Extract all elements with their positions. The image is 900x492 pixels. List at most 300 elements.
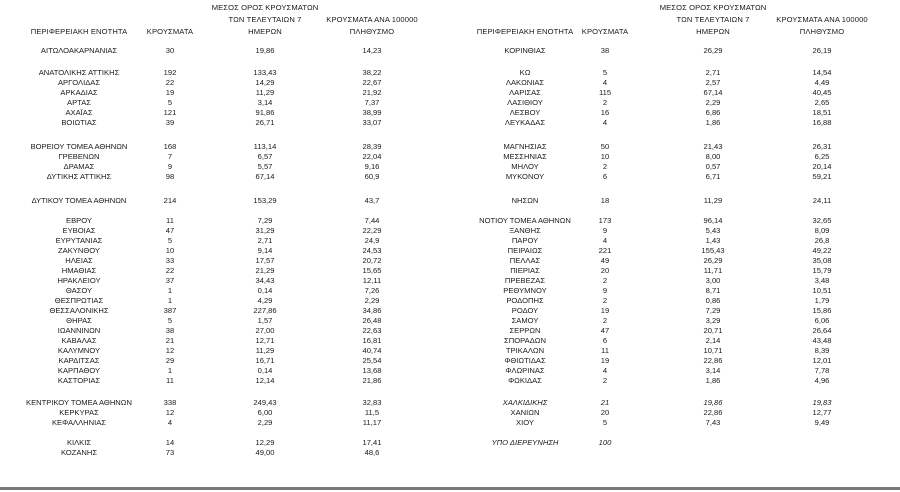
table-row [0,306,450,316]
avg-cell: 6,00 [257,408,273,417]
cases-cell: 387 [163,306,177,315]
region-name: ΛΕΥΚΑΔΑΣ [504,118,546,127]
header-avg-line3: ΗΜΕΡΩΝ [696,27,730,36]
avg-cell: 2,29 [705,98,721,107]
region-name: ΚΟΖΑΝΗΣ [60,448,98,457]
region-name: ΝΟΤΙΟΥ ΤΟΜΕΑ ΑΘΗΝΩΝ [479,216,571,225]
region-name: ΠΙΕΡΙΑΣ [510,266,540,275]
per100k-cell: 7,26 [364,286,380,295]
region-name: ΛΑΣΙΘΙΟΥ [507,98,543,107]
table-row [0,356,450,366]
table-row [450,142,900,152]
avg-cell: 11,29 [703,196,723,205]
per100k-cell: 48,6 [364,448,380,457]
region-name: ΓΡΕΒΕΝΩΝ [58,152,100,161]
cases-cell: 7 [167,152,173,161]
region-name: ΔΥΤΙΚΗΣ ΑΤΤΙΚΗΣ [46,172,112,181]
avg-cell: 22,86 [703,408,723,417]
table-row [450,276,900,286]
cases-cell: 11 [166,216,174,225]
avg-cell: 67,14 [255,172,275,181]
per100k-cell: 12,77 [812,408,832,417]
per100k-cell: 35,08 [812,256,832,265]
avg-cell: 6,57 [257,152,273,161]
table-row [450,408,900,418]
per100k-cell: 8,09 [814,226,830,235]
per100k-cell: 2,29 [364,296,380,305]
avg-cell: 26,71 [255,118,275,127]
per100k-cell: 16,88 [812,118,832,127]
avg-cell: 11,29 [255,88,275,97]
avg-cell: 3,14 [257,98,273,107]
header-avg-line3: ΗΜΕΡΩΝ [248,27,282,36]
header-per100k-line2: ΠΛΗΘΥΣΜΟ [349,27,395,36]
table-row [450,118,900,128]
table-row [450,326,900,336]
per100k-cell: 22,67 [362,78,382,87]
table-row [450,346,900,356]
header-avg-line1: ΜΕΣΟΣ ΟΡΟΣ ΚΡΟΥΣΜΑΤΩΝ [211,3,319,12]
per100k-cell: 20,72 [362,256,382,265]
cases-cell: 14 [165,438,175,447]
header-per100k-line1: ΚΡΟΥΣΜΑΤΑ ΑΝΑ 100000 [326,15,418,24]
header-region: ΠΕΡΙΦΕΡΕΙΑΚΗ ΕΝΟΤΗΤΑ [476,27,574,36]
avg-cell: 26,29 [703,46,723,55]
region-name: ΠΕΙΡΑΙΩΣ [507,246,543,255]
avg-cell: 19,86 [255,46,275,55]
per100k-cell: 15,65 [362,266,382,275]
region-name: ΡΟΔΟΠΗΣ [506,296,544,305]
region-name: ΒΟΙΩΤΙΑΣ [61,118,97,127]
region-name: ΔΡΑΜΑΣ [63,162,95,171]
region-name: ΚΕΝΤΡΙΚΟΥ ΤΟΜΕΑ ΑΘΗΝΩΝ [26,398,132,407]
avg-cell: 10,71 [703,346,723,355]
per100k-cell: 6,06 [814,316,830,325]
table-row [0,276,450,286]
cases-cell: 5 [167,98,173,107]
avg-cell: 0,57 [705,162,721,171]
cases-cell: 21 [165,336,175,345]
header-avg-line1: ΜΕΣΟΣ ΟΡΟΣ ΚΡΟΥΣΜΑΤΩΝ [659,3,767,12]
table-row [0,172,450,182]
avg-cell: 4,29 [257,296,273,305]
cases-cell: 19 [600,356,610,365]
cases-cell: 9 [602,286,608,295]
region-name: ΣΑΜΟΥ [511,316,539,325]
table-row [450,418,900,428]
avg-cell: 7,29 [705,306,721,315]
avg-cell: 1,57 [257,316,273,325]
cases-cell: 1 [167,366,173,375]
table-row [0,118,450,128]
per100k-cell: 25,54 [362,356,382,365]
table-row [0,296,450,306]
region-name: ΚΟΡΙΝΘΙΑΣ [504,46,546,55]
avg-cell: 22,86 [703,356,723,365]
cases-cell: 2 [602,296,608,305]
region-name: ΝΗΣΩΝ [511,196,539,205]
per100k-cell: 15,86 [812,306,832,315]
per100k-cell: 28,39 [362,142,382,151]
table-row [450,152,900,162]
table-row [450,266,900,276]
avg-cell: 20,71 [703,326,723,335]
region-name: ΒΟΡΕΙΟΥ ΤΟΜΕΑ ΑΘΗΝΩΝ [30,142,128,151]
per100k-cell: 59,21 [812,172,832,181]
avg-cell: 96,14 [703,216,723,225]
avg-cell: 11,71 [703,266,723,275]
table-row [0,398,450,408]
region-name: ΚΕΦΑΛΛΗΝΙΑΣ [51,418,107,427]
table-row [450,78,900,88]
cases-cell: 22 [165,78,175,87]
avg-cell: 133,43 [253,68,277,77]
avg-cell: 3,29 [705,316,721,325]
avg-cell: 12,29 [255,438,275,447]
table-row [450,216,900,226]
table-row [450,172,900,182]
table-row [0,162,450,172]
region-name: ΛΑΡΙΣΑΣ [509,88,541,97]
per100k-cell: 19,83 [812,398,832,407]
per100k-cell: 1,79 [814,296,830,305]
cases-cell: 38 [600,46,610,55]
table-row [0,142,450,152]
header-cases: ΚΡΟΥΣΜΑΤΑ [581,27,629,36]
region-name: ΗΡΑΚΛΕΙΟΥ [57,276,101,285]
cases-cell: 21 [600,398,610,407]
avg-cell: 5,43 [705,226,721,235]
region-name: ΛΕΣΒΟΥ [509,108,541,117]
table-row [0,226,450,236]
avg-cell: 0,86 [705,296,721,305]
table-row [450,296,900,306]
table-row [450,438,900,448]
table-row [0,98,450,108]
region-name: ΡΕΘΥΜΝΟΥ [503,286,547,295]
region-name: ΜΗΛΟΥ [511,162,539,171]
cases-cell: 192 [163,68,177,77]
cases-cell: 115 [598,88,612,97]
region-name: ΧΑΛΚΙΔΙΚΗΣ [502,398,548,407]
per100k-cell: 43,7 [364,196,380,205]
table-row [0,366,450,376]
region-name: ΑΧΑΪΑΣ [65,108,93,117]
per100k-cell: 20,14 [812,162,832,171]
cases-cell: 39 [165,118,175,127]
per100k-cell: 7,44 [364,216,380,225]
region-name: ΛΑΚΩΝΙΑΣ [505,78,545,87]
avg-cell: 2,71 [257,236,273,245]
cases-cell: 19 [600,306,610,315]
per100k-cell: 43,48 [812,336,832,345]
cases-cell: 18 [600,196,610,205]
table-row [0,108,450,118]
cases-cell: 6 [602,172,608,181]
avg-cell: 8,00 [705,152,721,161]
region-name: ΣΠΟΡΑΔΩΝ [504,336,546,345]
header-per100k-line1: ΚΡΟΥΣΜΑΤΑ ΑΝΑ 100000 [776,15,868,24]
avg-cell: 2,14 [705,336,721,345]
per100k-cell: 12,01 [812,356,832,365]
per100k-cell: 7,37 [364,98,380,107]
table-row [450,316,900,326]
region-name: ΗΛΕΙΑΣ [65,256,93,265]
avg-cell: 249,43 [253,398,277,407]
per100k-cell: 4,49 [814,78,830,87]
avg-cell: 6,86 [705,108,721,117]
per100k-cell: 26,8 [814,236,830,245]
avg-cell: 21,29 [255,266,275,275]
table-row [450,356,900,366]
per100k-cell: 40,74 [362,346,382,355]
avg-cell: 27,00 [255,326,275,335]
cases-cell: 33 [165,256,175,265]
table-row [450,306,900,316]
cases-cell: 11 [166,376,174,385]
per100k-cell: 6,25 [814,152,830,161]
table-row [450,162,900,172]
per100k-cell: 26,48 [362,316,382,325]
cases-cell: 5 [167,236,173,245]
per100k-cell: 22,04 [362,152,382,161]
per100k-cell: 33,07 [362,118,382,127]
table-row [0,448,450,458]
table-row [0,418,450,428]
per100k-cell: 34,86 [362,306,382,315]
per100k-cell: 9,49 [814,418,830,427]
cases-cell: 1 [167,296,173,305]
avg-cell: 113,14 [253,142,277,151]
cases-cell: 1 [167,286,173,295]
region-name: ΦΘΙΩΤΙΔΑΣ [504,356,546,365]
region-name: ΖΑΚΥΝΘΟΥ [58,246,100,255]
cases-cell: 5 [602,68,608,77]
table-row [450,98,900,108]
cases-cell: 49 [600,256,610,265]
table-row [0,46,450,56]
avg-cell: 1,86 [705,376,721,385]
cases-cell: 4 [602,236,608,245]
region-name: ΧΙΟΥ [516,418,534,427]
per100k-cell: 22,29 [362,226,382,235]
region-name: ΚΑΛΥΜΝΟΥ [57,346,101,355]
table-row [450,236,900,246]
avg-cell: 1,86 [705,118,721,127]
header-per100k-line2: ΠΛΗΘΥΣΜΟ [799,27,845,36]
region-name: ΚΑΡΔΙΤΣΑΣ [58,356,100,365]
avg-cell: 3,00 [705,276,721,285]
region-name: ΤΡΙΚΑΛΩΝ [505,346,545,355]
cases-cell: 29 [165,356,175,365]
per100k-cell: 26,19 [812,46,832,55]
cases-cell: 5 [602,418,608,427]
avg-cell: 153,29 [253,196,277,205]
cases-cell: 47 [165,226,175,235]
region-name: ΡΟΔΟΥ [511,306,539,315]
per100k-cell: 49,22 [812,246,832,255]
per100k-cell: 11,5 [364,408,380,417]
table-row [0,216,450,226]
table-row [0,408,450,418]
per100k-cell: 7,78 [814,366,830,375]
table-row [0,152,450,162]
per100k-cell: 11,17 [362,418,382,427]
table-row [0,286,450,296]
cases-cell: 12 [165,346,175,355]
table-row [0,68,450,78]
per100k-cell: 12,11 [362,276,382,285]
table-row [0,336,450,346]
avg-cell: 19,86 [703,398,723,407]
region-name: ΑΡΓΟΛΙΔΑΣ [57,78,101,87]
table-row [450,336,900,346]
bottom-rule [0,487,900,490]
cases-cell: 100 [598,438,612,447]
per100k-cell: 24,9 [364,236,380,245]
avg-cell: 0,14 [257,286,273,295]
avg-cell: 34,43 [255,276,275,285]
avg-cell: 12,14 [255,376,275,385]
table-row [0,316,450,326]
per100k-cell: 10,51 [812,286,832,295]
region-name: ΘΑΣΟΥ [65,286,93,295]
cases-cell: 16 [600,108,610,117]
per100k-cell: 22,63 [362,326,382,335]
cases-cell: 168 [163,142,177,151]
per100k-cell: 26,31 [812,142,832,151]
avg-cell: 26,29 [703,256,723,265]
avg-cell: 21,43 [703,142,723,151]
per100k-cell: 3,48 [814,276,830,285]
header-avg-line2: ΤΩΝ ΤΕΛΕΥΤΑΙΩΝ 7 [228,15,302,24]
region-name: ΔΥΤΙΚΟΥ ΤΟΜΕΑ ΑΘΗΝΩΝ [31,196,127,205]
cases-cell: 6 [602,336,608,345]
region-name: ΘΗΡΑΣ [66,316,92,325]
cases-cell: 2 [602,98,608,107]
avg-cell: 67,14 [703,88,723,97]
cases-cell: 37 [165,276,175,285]
right-table [450,0,900,492]
region-name: ΑΙΤΩΛΟΑΚΑΡΝΑΝΙΑΣ [40,46,118,55]
header-avg-line2: ΤΩΝ ΤΕΛΕΥΤΑΙΩΝ 7 [676,15,750,24]
region-name: ΜΕΣΣΗΝΙΑΣ [503,152,547,161]
cases-cell: 4 [602,366,608,375]
per100k-cell: 2,65 [814,98,830,107]
cases-cell: 47 [600,326,610,335]
region-name: ΑΡΤΑΣ [67,98,91,107]
table-row [0,266,450,276]
avg-cell: 49,00 [255,448,275,457]
region-name: ΦΛΩΡΙΝΑΣ [505,366,545,375]
per100k-cell: 26,64 [812,326,832,335]
region-name: ΑΝΑΤΟΛΙΚΗΣ ΑΤΤΙΚΗΣ [38,68,120,77]
cases-cell: 4 [602,78,608,87]
table-row [0,246,450,256]
table-row [450,88,900,98]
avg-cell: 2,57 [705,78,721,87]
avg-cell: 7,29 [257,216,273,225]
per100k-cell: 24,53 [362,246,382,255]
region-name: ΘΕΣΠΡΩΤΙΑΣ [54,296,104,305]
cases-cell: 2 [602,162,608,171]
table-row [450,68,900,78]
avg-cell: 155,43 [701,246,725,255]
table-row [0,196,450,206]
avg-cell: 5,57 [257,162,273,171]
region-name: ΠΕΛΛΑΣ [509,256,541,265]
cases-cell: 10 [165,246,175,255]
per100k-cell: 21,86 [362,376,382,385]
region-name: ΑΡΚΑΔΙΑΣ [60,88,98,97]
table-row [0,438,450,448]
per100k-cell: 60,9 [364,172,380,181]
table-row [450,398,900,408]
table-row [450,246,900,256]
table-row [0,88,450,98]
avg-cell: 2,29 [257,418,273,427]
cases-cell: 50 [600,142,610,151]
per100k-cell: 8,39 [814,346,830,355]
region-name: ΚΩ [519,68,531,77]
avg-cell: 16,71 [255,356,275,365]
cases-cell: 38 [165,326,175,335]
cases-cell: 2 [602,376,608,385]
avg-cell: 6,71 [705,172,721,181]
table-row [450,286,900,296]
region-name: ΜΑΓΝΗΣΙΑΣ [503,142,547,151]
region-name: ΙΩΑΝΝΙΝΩΝ [57,326,101,335]
cases-cell: 121 [163,108,177,117]
cases-cell: 2 [602,316,608,325]
table-row [450,46,900,56]
cases-cell: 9 [602,226,608,235]
table-row [450,376,900,386]
cases-cell: 214 [163,196,177,205]
cases-cell: 22 [165,266,175,275]
cases-cell: 173 [598,216,612,225]
table-row [0,346,450,356]
cases-cell: 5 [167,316,173,325]
avg-cell: 8,71 [705,286,721,295]
avg-cell: 7,43 [705,418,721,427]
cases-cell: 19 [165,88,175,97]
cases-cell: 20 [600,266,610,275]
region-name: ΚΕΡΚΥΡΑΣ [59,408,99,417]
table-row [0,236,450,246]
table-row [0,256,450,266]
cases-cell: 10 [600,152,610,161]
cases-cell: 2 [602,276,608,285]
per100k-cell: 16,81 [362,336,382,345]
region-name: ΠΡΕΒΕΖΑΣ [504,276,546,285]
avg-cell: 14,29 [255,78,275,87]
region-name: ΚΑΡΠΑΘΟΥ [57,366,101,375]
per100k-cell: 13,68 [362,366,382,375]
region-name: ΣΕΡΡΩΝ [509,326,541,335]
region-name: ΘΕΣΣΑΛΟΝΙΚΗΣ [49,306,109,315]
region-name: ΚΑΒΑΛΑΣ [61,336,97,345]
cases-cell: 98 [165,172,175,181]
per100k-cell: 32,83 [362,398,382,407]
table-row [450,196,900,206]
cases-cell: 4 [167,418,173,427]
cases-cell: 12 [165,408,175,417]
per100k-cell: 15,79 [812,266,832,275]
region-name: ΠΑΡΟΥ [511,236,539,245]
avg-cell: 9,14 [257,246,273,255]
region-name: ΚΑΣΤΟΡΙΑΣ [57,376,101,385]
